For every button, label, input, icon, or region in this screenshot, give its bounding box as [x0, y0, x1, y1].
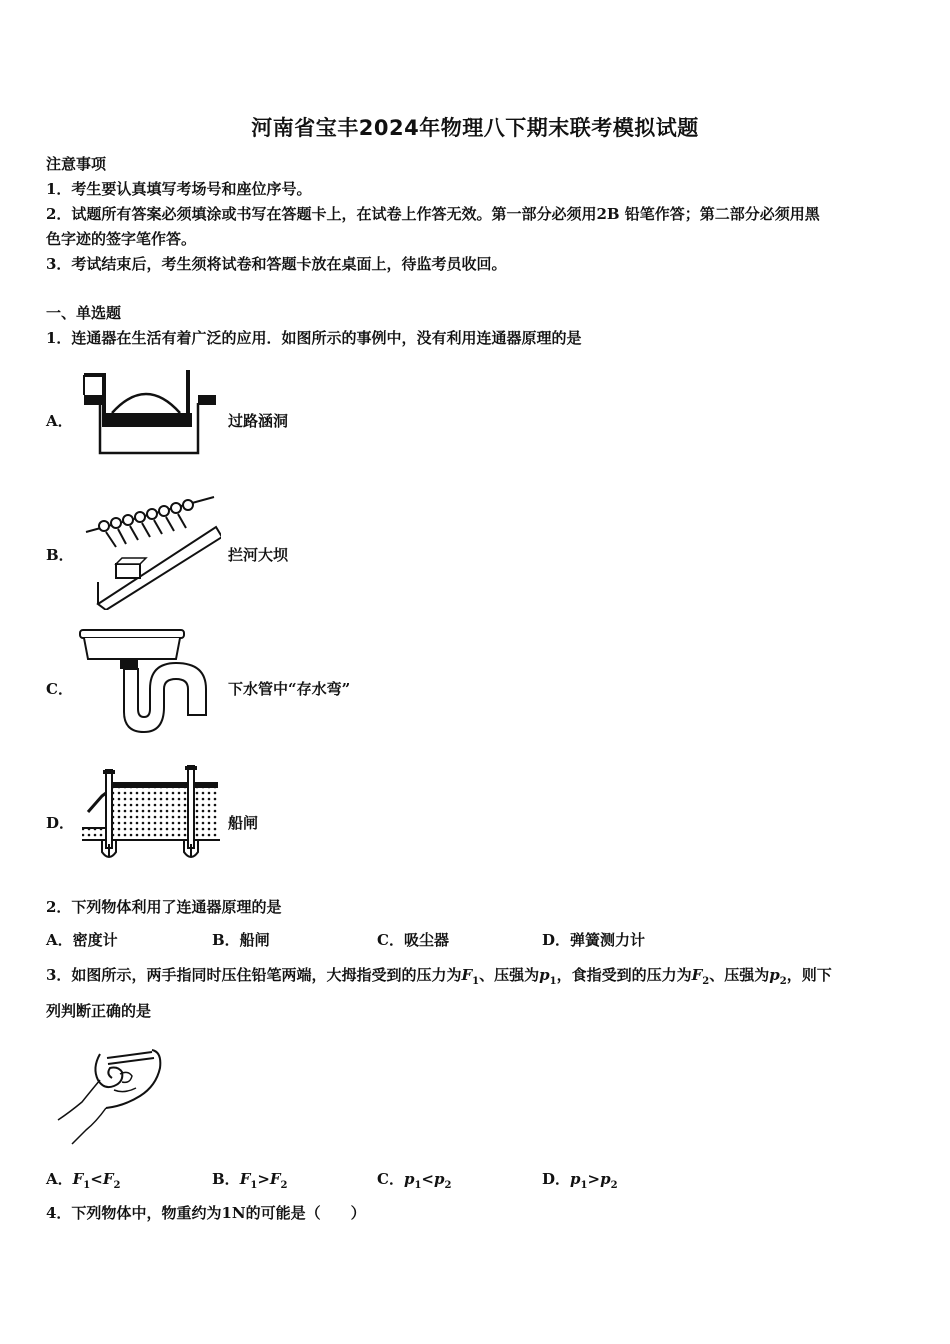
q1-option-d-caption: 船闸: [228, 814, 259, 832]
notice-item-2-cont: 色字迹的签字笔作答。: [46, 230, 197, 248]
culvert-figure: [82, 365, 222, 460]
q1-option-b-caption: 拦河大坝: [228, 546, 289, 564]
q1-option-c-caption: 下水管中“存水弯”: [228, 680, 351, 698]
q3-stem-line1: 3．如图所示，两手指同时压住铅笔两端，大拇指受到的压力为$F_1$、压强为$p_1$，食指受到的压力为$F_2$、压强为$p_2$，则下: [46, 966, 832, 987]
dam-figure: [76, 492, 221, 610]
section-heading: 一、单选题: [46, 304, 122, 322]
q1-option-c-label: C．: [46, 680, 73, 698]
pencil-hand-figure: [52, 1046, 164, 1146]
notice-item-1: 1．考生要认真填写考场号和座位序号。: [46, 180, 312, 198]
q2-option-a: A．密度计: [46, 931, 118, 949]
page-title: 河南省宝丰2024年物理八下期末联考模拟试题: [251, 116, 699, 140]
q2-option-d: D．弹簧测力计: [542, 931, 646, 949]
ship-lock-figure: [80, 760, 225, 868]
q3-option-d: D．$p_1>p_2$: [542, 1170, 618, 1191]
q2-option-b: B．船闸: [212, 931, 270, 949]
q1-option-b-label: B．: [46, 546, 74, 564]
q3-option-c: C．$p_1<p_2$: [377, 1170, 452, 1191]
notice-item-3: 3．考试结束后，考生须将试卷和答题卡放在桌面上，待监考员收回。: [46, 255, 507, 273]
q2-option-c: C．吸尘器: [377, 931, 449, 949]
q2-stem: 2．下列物体利用了连通器原理的是: [46, 898, 282, 916]
notice-heading: 注意事项: [46, 155, 107, 173]
q1-option-a-label: A．: [46, 412, 73, 430]
q3-option-b: B．$F_1>F_2$: [212, 1170, 288, 1191]
q1-stem: 1．连通器在生活有着广泛的应用．如图所示的事例中，没有利用连通器原理的是: [46, 329, 582, 347]
q1-option-d-label: D．: [46, 814, 75, 832]
q3-stem-line2: 列判断正确的是: [46, 1002, 152, 1020]
q3-option-a: A．$F_1<F_2$: [46, 1170, 121, 1191]
q4-stem: 4．下列物体中，物重约为1N的可能是（ ）: [46, 1204, 366, 1222]
notice-item-2: 2．试题所有答案必须填涂或书写在答题卡上，在试卷上作答无效。第一部分必须用2B 铅笔作答；第二部分必须用黑: [46, 205, 820, 223]
q1-option-a-caption: 过路涵洞: [228, 412, 289, 430]
sink-trap-figure: [78, 627, 223, 737]
